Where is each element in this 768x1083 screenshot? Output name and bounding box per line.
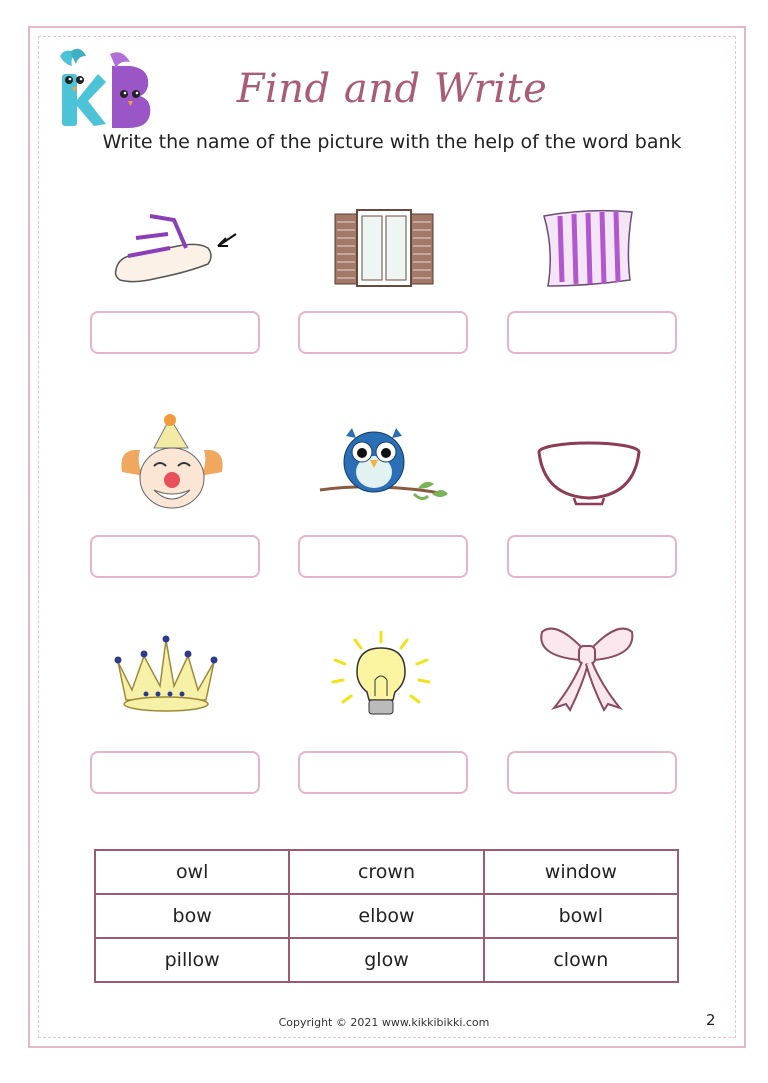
word-bank-cell: pillow (95, 938, 289, 982)
answer-box-7[interactable] (90, 751, 260, 794)
word-bank-table (94, 849, 679, 983)
owl-icon (318, 428, 452, 508)
answer-box-2[interactable] (298, 311, 468, 354)
word-bank-cell: bow (95, 894, 289, 938)
word-bank-cell: owl (95, 850, 289, 894)
bowl-icon (536, 440, 642, 508)
elbow-icon (108, 208, 240, 290)
word-bank-row (95, 850, 678, 894)
page-number: 2 (706, 1011, 716, 1029)
copyright-text: Copyright © 2021 www.kikkibikki.com (278, 1016, 490, 1029)
answer-box-8[interactable] (298, 751, 468, 794)
answer-box-9[interactable] (507, 751, 677, 794)
word-bank-cell: clown (484, 938, 678, 982)
word-bank-row (95, 894, 678, 938)
answer-box-6[interactable] (507, 535, 677, 578)
pillow-icon (538, 206, 638, 290)
clown-icon (118, 414, 226, 514)
crown-icon (110, 634, 220, 714)
answer-box-3[interactable] (507, 311, 677, 354)
answer-box-1[interactable] (90, 311, 260, 354)
page-title: Find and Write (236, 66, 548, 112)
answer-box-5[interactable] (298, 535, 468, 578)
word-bank-cell: glow (289, 938, 483, 982)
instruction-text: Write the name of the picture with the help of the word bank (102, 131, 682, 153)
glowing-bulb-icon (325, 630, 437, 720)
answer-box-4[interactable] (90, 535, 260, 578)
word-bank-cell: window (484, 850, 678, 894)
word-bank-cell: crown (289, 850, 483, 894)
word-bank-cell: elbow (289, 894, 483, 938)
word-bank-cell: bowl (484, 894, 678, 938)
window-icon (333, 208, 435, 288)
word-bank-row (95, 938, 678, 982)
bow-icon (536, 616, 636, 712)
